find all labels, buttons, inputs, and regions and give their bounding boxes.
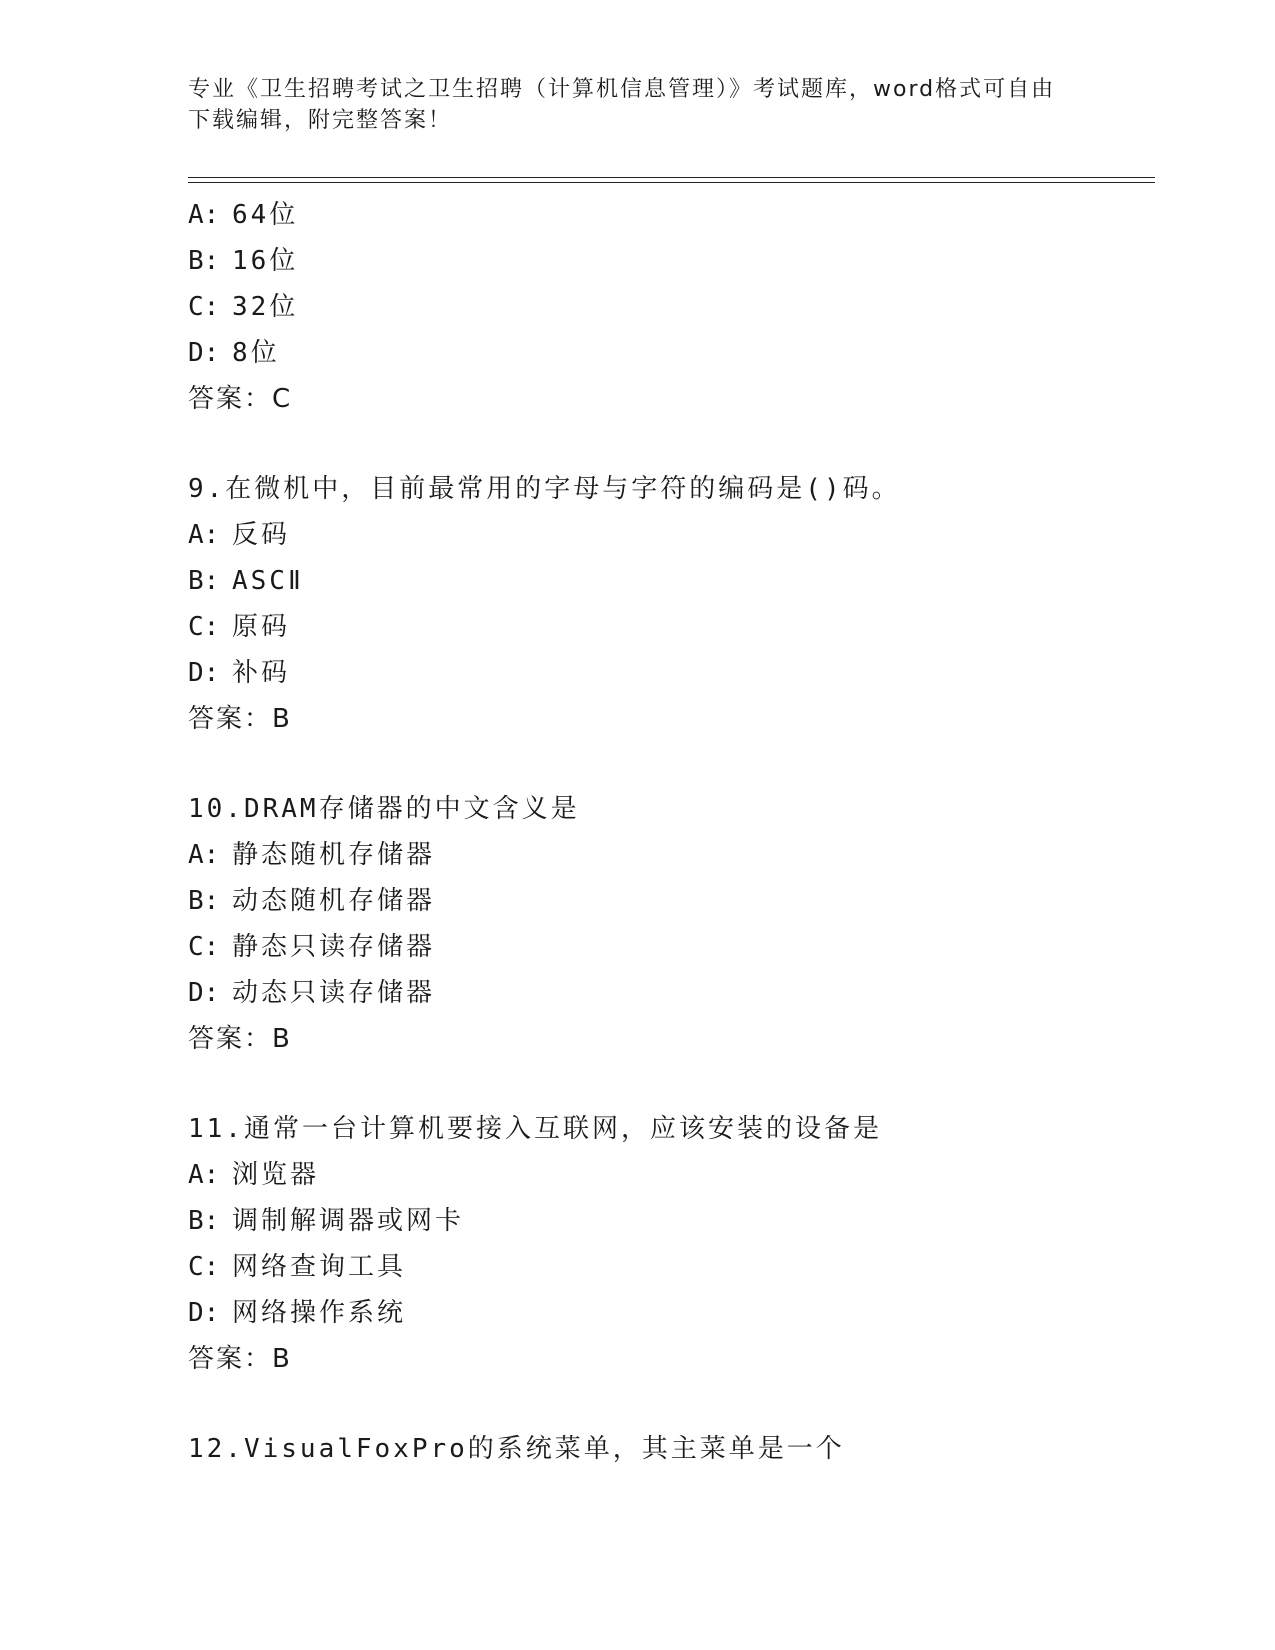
question-list (188, 192, 1148, 1472)
option-label: A: (188, 520, 220, 550)
answer-line: 答案：B (188, 704, 292, 734)
option-label: A: (188, 840, 220, 870)
option-label: D: (188, 1298, 220, 1328)
option-b (188, 878, 1148, 924)
option-label: D: (188, 658, 220, 688)
option-c (188, 1244, 1148, 1290)
option-d (188, 330, 1148, 376)
option-text: 动态只读存储器 (232, 978, 436, 1008)
option-text: 32位 (232, 292, 299, 322)
answer-line: 答案：B (188, 1344, 292, 1374)
option-text: 8位 (232, 338, 280, 368)
option-b (188, 1198, 1148, 1244)
option-label: D: (188, 978, 220, 1008)
option-label: A: (188, 1160, 220, 1190)
option-text: 原码 (232, 612, 291, 642)
option-c (188, 604, 1148, 650)
answer-line: 答案：C (188, 384, 293, 414)
option-text: 静态随机存储器 (232, 840, 436, 870)
option-text: ASCⅡ (232, 566, 304, 596)
option-label: B: (188, 1206, 220, 1236)
option-text: 动态随机存储器 (232, 886, 436, 916)
option-text: 补码 (232, 658, 291, 688)
question-stem: 9.在微机中，目前最常用的字母与字符的编码是()码。 (188, 474, 901, 504)
spacer (188, 1062, 1148, 1106)
option-a (188, 192, 1148, 238)
question-stem: 11.通常一台计算机要接入互联网，应该安装的设备是 (188, 1114, 882, 1144)
option-text: 浏览器 (232, 1160, 320, 1190)
option-b (188, 558, 1148, 604)
option-c (188, 284, 1148, 330)
option-text: 网络查询工具 (232, 1252, 407, 1282)
option-d (188, 1290, 1148, 1336)
option-c (188, 924, 1148, 970)
option-label: A: (188, 200, 220, 230)
option-text: 反码 (232, 520, 291, 550)
option-a (188, 512, 1148, 558)
header-rule-bottom (188, 182, 1155, 183)
option-a (188, 1152, 1148, 1198)
spacer (188, 422, 1148, 466)
option-label: B: (188, 566, 220, 596)
option-text: 16位 (232, 246, 299, 276)
option-a (188, 832, 1148, 878)
option-b (188, 238, 1148, 284)
option-label: C: (188, 612, 220, 642)
question-stem: 10.DRAM存储器的中文含义是 (188, 794, 580, 824)
option-label: C: (188, 932, 220, 962)
option-label: D: (188, 338, 220, 368)
option-d (188, 650, 1148, 696)
option-label: C: (188, 1252, 220, 1282)
option-text: 网络操作系统 (232, 1298, 407, 1328)
option-text: 调制解调器或网卡 (232, 1206, 465, 1236)
question-stem: 12.VisualFoxPro的系统菜单，其主菜单是一个 (188, 1434, 845, 1464)
spacer (188, 1382, 1148, 1426)
answer-line: 答案：B (188, 1024, 292, 1054)
spacer (188, 742, 1148, 786)
option-d (188, 970, 1148, 1016)
option-label: B: (188, 886, 220, 916)
option-label: B: (188, 246, 220, 276)
option-text: 静态只读存储器 (232, 932, 436, 962)
option-text: 64位 (232, 200, 299, 230)
option-label: C: (188, 292, 220, 322)
document-header: 专业《卫生招聘考试之卫生招聘（计算机信息管理）》考试题库，word格式可自由下载编辑，附完整答案！ (188, 77, 1056, 133)
header-rule-top (188, 177, 1155, 178)
